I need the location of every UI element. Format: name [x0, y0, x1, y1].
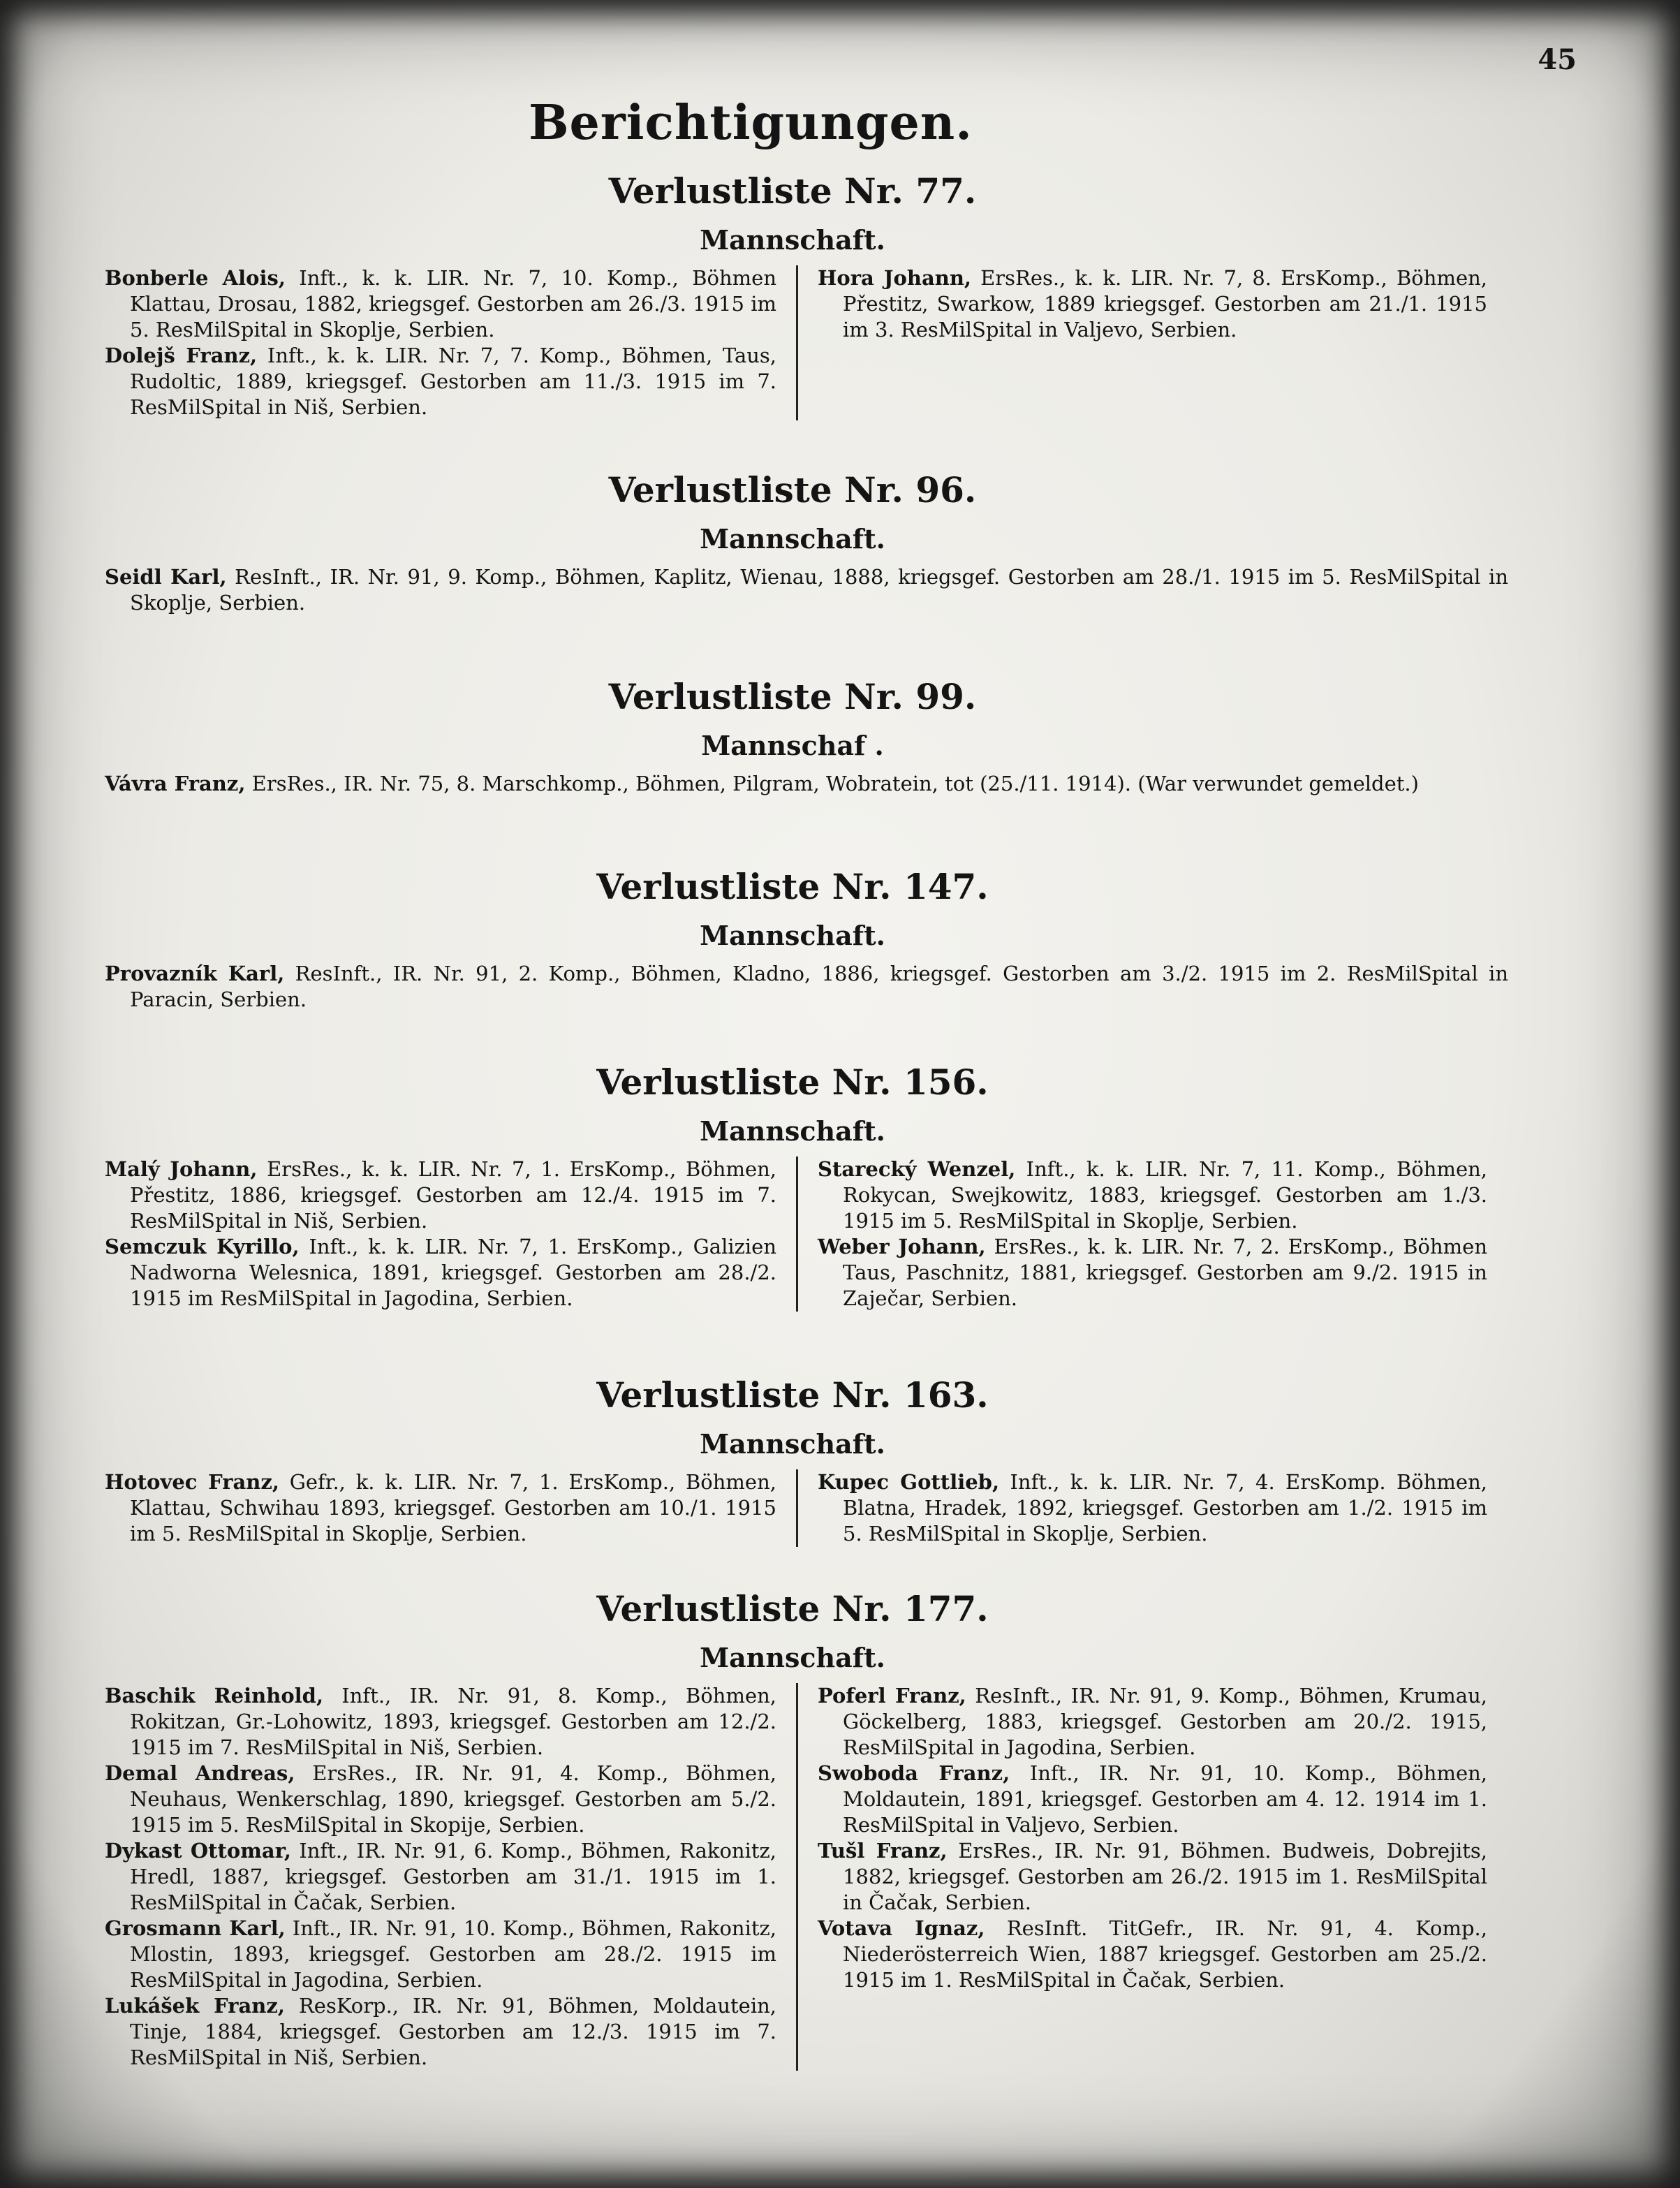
section-verlustliste-163 — [105, 1374, 1508, 1547]
casualty-entry — [818, 1761, 1487, 1838]
entry-text: Inft., k. k. LIR. Nr. 7, 7. Komp., Böhmen, Taus, Rudoltic, 1889, kriegsgef. Gestorben am 11./3. 1915 im 7. ResMilSpital in Niš, Serbien. — [130, 344, 777, 419]
entry-text: Inft., IR. Nr. 91, 10. Komp., Böhmen, Rakonitz, Mlostin, 1893, kriegsgef. Gestorben am 28./2. 1915 im ResMilSpital in Jagodina, Serbien. — [130, 1916, 777, 1992]
section-heading: Verlustliste Nr. 177. — [596, 1588, 989, 1629]
casualty-entry — [818, 265, 1487, 343]
entry-text: Inft., k. k. LIR. Nr. 7, 10. Komp., Böhmen Klattau, Drosau, 1882, kriegsgef. Gestorben am 26./3. 1915 im 5. ResMilSpital in Skoplje, Serbien. — [130, 266, 776, 342]
entry-name: Hora Johann, — [818, 266, 972, 290]
entry-text: ErsRes., k. k. LIR. Nr. 7, 1. ErsKomp., Böhmen, Přestitz, 1886, kriegsgef. Gestorben am 12./4. 1915 im 7. ResMilSpital in Niš, Serbien. — [130, 1157, 777, 1233]
casualty-entry — [105, 343, 776, 420]
casualty-entry — [818, 1916, 1487, 1993]
entry-text: ErsRes., k. k. LIR. Nr. 7, 2. ErsKomp., Böhmen Taus, Paschnitz, 1881, kriegsgef. Gestorben am 9./2. 1915 in Zaječar, Serbien. — [843, 1235, 1488, 1310]
entry-name: Dykast Ottomar, — [105, 1839, 291, 1863]
entry-name: Vávra Franz, — [105, 772, 246, 795]
section-verlustliste-77 — [105, 170, 1508, 420]
casualty-entry — [105, 1157, 776, 1234]
section-heading: Verlustliste Nr. 163. — [596, 1374, 989, 1416]
entry-name: Swoboda Franz, — [818, 1761, 1010, 1785]
entry-text: ResKorp., IR. Nr. 91, Böhmen, Moldautein, Tinje, 1884, kriegsgef. Gestorben am 12./3. 1915 im 7. ResMilSpital in Niš, Serbien. — [130, 1994, 777, 2069]
entry-name: Malý Johann, — [105, 1157, 258, 1181]
entry-text: Inft., IR. Nr. 91, 10. Komp., Böhmen, Moldautein, 1891, kriegsgef. Gestorben am 4. 12. 1914 im 1. ResMilSpital in Valjevo, Serbien. — [843, 1761, 1487, 1837]
casualty-entry — [105, 1993, 776, 2071]
entry-text: Inft., k. k. LIR. Nr. 7, 1. ErsKomp., Galizien Nadworna Welesnica, 1891, kriegsgef. Gestorben am 28./2. 1915 im ResMilSpital in Jagodina, Serbien. — [130, 1235, 777, 1310]
casualty-entry — [105, 961, 1508, 1013]
section-subheading: Mannschaft. — [700, 920, 885, 951]
section-verlustliste-147 — [105, 866, 1508, 1013]
entry-text: ResInft., IR. Nr. 91, 9. Komp., Böhmen, Kaplitz, Wienau, 1888, kriegsgef. Gestorben am 28./1. 1915 im 5. ResMilSpital in Skoplje, Serbien. — [130, 565, 1508, 615]
entry-name: Bonberle Alois, — [105, 266, 286, 290]
entry-text: Inft., IR. Nr. 91, 8. Komp., Böhmen, Rokitzan, Gr.-Lohowitz, 1893, kriegsgef. Gestorben am 12./2. 1915 im 7. ResMilSpital in Niš, Serbien. — [130, 1684, 777, 1759]
entry-name: Grosmann Karl, — [105, 1916, 286, 1940]
section-subheading: Mannschaft. — [700, 1115, 885, 1147]
entry-text: ErsRes., IR. Nr. 91, Böhmen. Budweis, Dobrejits, 1882, kriegsgef. Gestorben am 26./2. 1915 im 1. ResMilSpital in Čačak, Serbien. — [843, 1839, 1487, 1914]
casualty-entry — [105, 564, 1508, 616]
entry-text: ResInft., IR. Nr. 91, 9. Komp., Böhmen, Krumau, Göckelberg, 1883, kriegsgef. Gestorben am 20./2. 1915, ResMilSpital in Jagodina, Serbien. — [843, 1684, 1487, 1759]
casualty-entry — [818, 1234, 1487, 1312]
left-column — [105, 1157, 796, 1312]
entry-name: Votava Ignaz, — [818, 1916, 985, 1940]
casualty-entry — [818, 1469, 1487, 1547]
two-column-entries — [105, 265, 1508, 420]
left-column — [105, 265, 796, 420]
entry-name: Poferl Franz, — [818, 1684, 966, 1708]
entry-name: Provazník Karl, — [105, 962, 285, 985]
page-title: Berichtigungen. — [529, 95, 973, 151]
entry-name: Tušl Franz, — [818, 1839, 948, 1863]
section-subheading: Mannschaft. — [700, 224, 885, 256]
entry-name: Kupec Gottlieb, — [818, 1470, 1000, 1494]
casualty-entry — [105, 1761, 776, 1838]
entry-name: Hotovec Franz, — [105, 1470, 279, 1494]
section-heading: Verlustliste Nr. 99. — [608, 676, 977, 717]
entry-name: Seidl Karl, — [105, 565, 227, 589]
right-column — [796, 1683, 1487, 2071]
entry-text: ErsRes., IR. Nr. 91, 4. Komp., Böhmen, Neuhaus, Wenkerschlag, 1890, kriegsgef. Gestorben am 5./2. 1915 im 5. ResMilSpital in Skopije, Serbien. — [130, 1761, 777, 1837]
section-verlustliste-96 — [105, 469, 1508, 616]
entry-name: Starecký Wenzel, — [818, 1157, 1016, 1181]
section-heading: Verlustliste Nr. 156. — [596, 1062, 989, 1103]
entry-text: Inft., IR. Nr. 91, 6. Komp., Böhmen, Rakonitz, Hredl, 1887, kriegsgef. Gestorben am 31./1. 1915 im 1. ResMilSpital in Čačak, Serbien. — [130, 1839, 777, 1914]
entry-text: ResInft., IR. Nr. 91, 2. Komp., Böhmen, Kladno, 1886, kriegsgef. Gestorben am 3./2. 1915 im 2. ResMilSpital in Paracin, Serbien. — [130, 962, 1509, 1011]
left-column — [105, 1683, 796, 2071]
entry-text: ErsRes., k. k. LIR. Nr. 7, 8. ErsKomp., Böhmen, Přestitz, Swarkow, 1889 kriegsgef. Gestorben am 21./1. 1915 im 3. ResMilSpital in Valjevo, Serbien. — [843, 266, 1488, 342]
section-subheading: Mannschaft. — [700, 1642, 885, 1673]
section-heading: Verlustliste Nr. 96. — [608, 469, 977, 511]
entry-name: Weber Johann, — [818, 1235, 986, 1258]
casualty-entry — [105, 1683, 776, 1761]
section-subheading: Mannschaf . — [701, 730, 884, 761]
entry-name: Baschik Reinhold, — [105, 1684, 324, 1708]
entry-name: Dolejš Franz, — [105, 344, 258, 367]
two-column-entries — [105, 1683, 1508, 2071]
casualty-entry — [105, 771, 1508, 797]
right-column — [796, 1469, 1487, 1547]
section-heading: Verlustliste Nr. 147. — [596, 866, 989, 907]
entry-text: ResInft. TitGefr., IR. Nr. 91, 4. Komp., Niederösterreich Wien, 1887 kriegsgef. Gestorben am 25./2. 1915 im 1. ResMilSpital in Čačak, Serbien. — [843, 1916, 1487, 1992]
entry-name: Lukášek Franz, — [105, 1994, 285, 2018]
section-heading: Verlustliste Nr. 77. — [608, 170, 977, 212]
entry-name: Demal Andreas, — [105, 1761, 295, 1785]
casualty-entry — [105, 265, 776, 343]
casualty-entry — [818, 1683, 1487, 1761]
two-column-entries — [105, 1469, 1508, 1547]
section-verlustliste-156 — [105, 1062, 1508, 1312]
casualty-entry — [818, 1838, 1487, 1916]
entry-text: Gefr., k. k. LIR. Nr. 7, 1. ErsKomp., Böhmen, Klattau, Schwihau 1893, kriegsgef. Gestorben am 10./1. 1915 im 5. ResMilSpital in Skoplje, Serbien. — [130, 1470, 776, 1545]
section-verlustliste-99 — [105, 676, 1508, 797]
right-column — [796, 265, 1487, 420]
casualty-entry — [105, 1469, 776, 1547]
casualty-entry — [818, 1157, 1487, 1234]
two-column-entries — [105, 1157, 1508, 1312]
page-number: 45 — [1538, 43, 1577, 76]
entry-text: ErsRes., IR. Nr. 75, 8. Marschkomp., Böhmen, Pilgram, Wobratein, tot (25./11. 1914). (War verwundet gemeldet.) — [251, 772, 1419, 795]
casualty-entry — [105, 1838, 776, 1916]
section-subheading: Mannschaft. — [700, 1428, 885, 1460]
section-verlustliste-177 — [105, 1588, 1508, 2071]
entry-text: Inft., k. k. LIR. Nr. 7, 4. ErsKomp. Böhmen, Blatna, Hradek, 1892, kriegsgef. Gestorben am 1./2. 1915 im 5. ResMilSpital in Skoplje, Serbien. — [843, 1470, 1487, 1545]
casualty-entry — [105, 1234, 776, 1312]
casualty-entry — [105, 1916, 776, 1993]
entry-text: Inft., k. k. LIR. Nr. 7, 11. Komp., Böhmen, Rokycan, Swejkowitz, 1883, kriegsgef. Gestorben am 1./3. 1915 im 5. ResMilSpital in Skoplje, Serbien. — [843, 1157, 1488, 1233]
left-column — [105, 1469, 796, 1547]
entry-name: Semczuk Kyrillo, — [105, 1235, 300, 1258]
right-column — [796, 1157, 1487, 1312]
section-subheading: Mannschaft. — [700, 523, 885, 555]
